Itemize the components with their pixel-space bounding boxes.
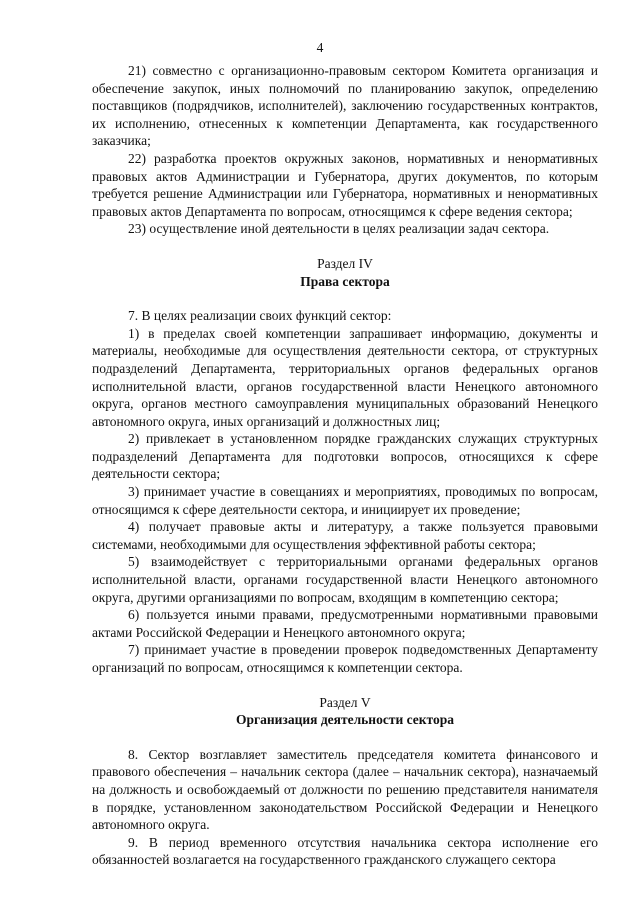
- list-item: 6) пользуется иными правами, предусмотренными нормативными правовыми актами Российской Федерации и Ненецкого автономного округа;: [92, 607, 598, 640]
- paragraph: 8. Сектор возглавляет заместитель председателя комитета финансового и правового обеспечения – начальник сектора (далее – начальник сектора), назначаемый на должность и освобождаемый от должности по решению представителя нанимателя в порядке, установленном законодательством Российской Федерации и Ненецкого автономного округа.: [92, 746, 598, 833]
- section-4-title: Права сектора: [300, 273, 390, 289]
- paragraph: 7. В целях реализации своих функций сектор:: [128, 308, 392, 324]
- list-item: 22) разработка проектов окружных законов, нормативных и ненормативных правовых актов Администрации и Губернатора, других документов, по которым требуется решение Администрации или Губернатора, нормативных и ненормативных правовых актов Департамента по вопросам, относящимся к сфере ведения сектора;: [92, 150, 598, 219]
- page-number: 4: [316, 40, 324, 55]
- list-item: 4) получает правовые акты и литературу, а также пользуется правовыми системами, необходимыми для осуществления эффективной работы сектора;: [92, 519, 598, 552]
- list-item: 23) осуществление иной деятельности в целях реализации задач сектора.: [128, 221, 550, 237]
- section-5-label: Раздел V: [319, 694, 371, 710]
- list-item: 21) совместно с организационно-правовым сектором Комитета организация и обеспечение закупок, иных полномочий по планированию закупок, определению поставщиков (подрядчиков, исполнителей), заключению государственных контрактов, их исполнению, отнесенных к компетенции Департамента, как государственного заказчика;: [92, 63, 598, 149]
- section-4-label: Раздел IV: [317, 255, 373, 271]
- document-body: [92, 62, 598, 869]
- list-item: 3) принимает участие в совещаниях и мероприятиях, проводимых по вопросам, относящимся к сфере деятельности сектора, и инициирует их проведение;: [92, 484, 598, 517]
- section-5-title: Организация деятельности сектора: [235, 712, 454, 728]
- list-item: 5) взаимодействует с территориальными органами федеральных органов исполнительной власти, органами государственной власти Ненецкого автономного округа, другими организациями по вопросам, входящим в компетенцию сектора;: [92, 554, 598, 605]
- list-item: 2) привлекает в установленном порядке гражданских служащих структурных подразделений Департамента для подготовки вопросов, относящихся к сфере деятельности сектора;: [92, 431, 598, 482]
- paragraph: 9. В период временного отсутствия начальника сектора исполнение его обязанностей возлагается на государственного гражданского служащего сектора: [92, 834, 598, 868]
- list-item: 1) в пределах своей компетенции запрашивает информацию, документы и материалы, необходимые для осуществления деятельности сектора, от структурных подразделений Департамента, территориальных органов федеральных органов исполнительной власти, органов государственной власти Ненецкого автономного округа, органов местного самоуправления муниципальных образований Ненецкого автономного округа, иных организаций и должностных лиц;: [92, 325, 598, 429]
- list-item: 7) принимает участие в проведении проверок подведомственных Департаменту организаций по вопросам, относящимся к компетенции сектора.: [92, 642, 598, 675]
